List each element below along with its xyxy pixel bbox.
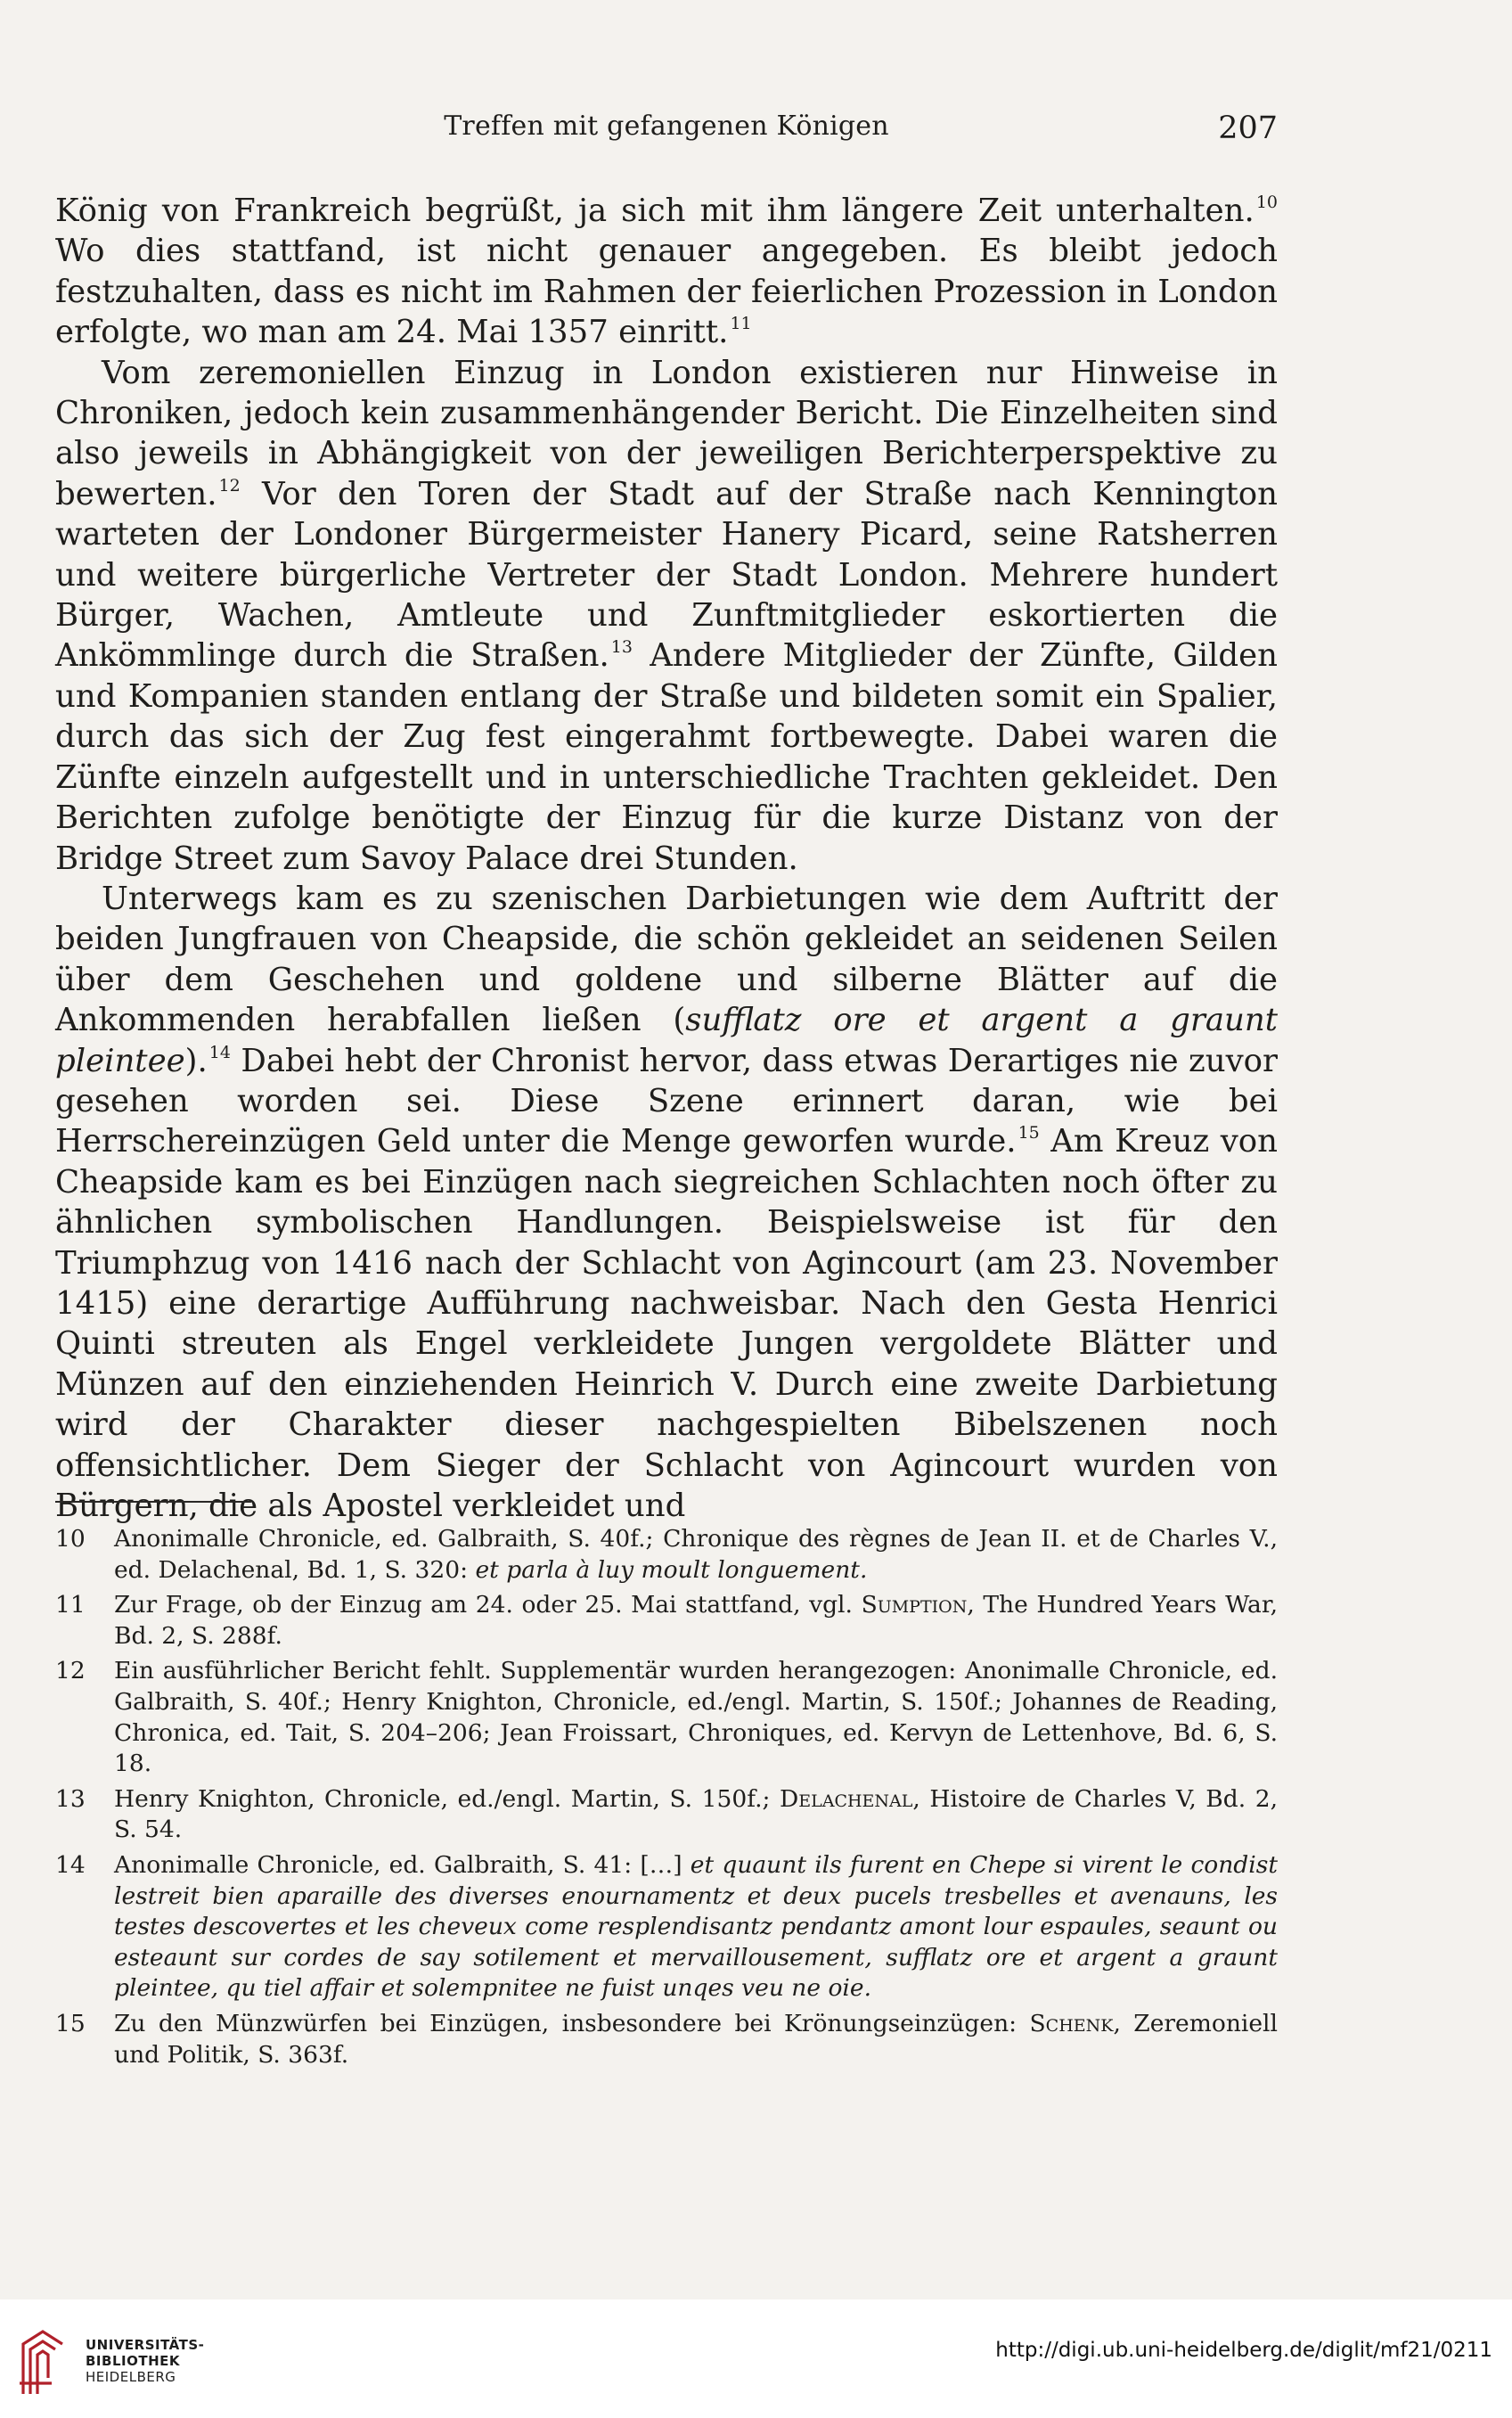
footnote-number: 14 bbox=[55, 1850, 86, 1879]
footnote-14 bbox=[55, 1850, 1278, 2004]
text-run: Vom zeremoniellen Einzug in London existieren nur Hinweise in Chroniken, jedoch kein zusammenhängender Bericht. Die Einzelheiten sind also jeweils in Abhängigkeit von der jeweiligen Berichterperspektive zu bewerten. bbox=[55, 354, 1278, 512]
text-run: Vor den Toren der Stadt auf der Straße nach Kennington warteten der Londoner Bürgermeister Hanery Picard, seine Ratsherren und weitere bürgerliche Vertreter der Stadt London. Mehrere hundert Bürger, Wachen, Amtleute und Zunftmitglieder eskortierten die Ankömmlinge durch die Straßen. bbox=[55, 475, 1278, 675]
footnote-text bbox=[114, 1590, 1278, 1652]
text-run: König von Frankreich begrüßt, ja sich mit ihm längere Zeit unterhalten. bbox=[55, 193, 1255, 229]
italic-quote: et parla à luy moult longuement. bbox=[475, 1555, 868, 1584]
text-run: Henry Knighton, Chronicle, ed./engl. Martin, S. 150f.; bbox=[114, 1784, 780, 1813]
footnote-12 bbox=[55, 1656, 1278, 1779]
footnote-text bbox=[114, 1656, 1278, 1779]
paragraph-2 bbox=[55, 353, 1278, 879]
text-run: Anonimalle Chronicle, ed. Galbraith, S. 41: […] bbox=[114, 1850, 691, 1879]
library-name-line: HEIDELBERG bbox=[86, 2369, 176, 2385]
text-run: ). bbox=[184, 1042, 208, 1079]
text-run: , Zeremoniell und Politik, S. 363f. bbox=[114, 2009, 1278, 2069]
paragraph-1 bbox=[55, 191, 1278, 353]
footnote-11 bbox=[55, 1590, 1278, 1652]
text-run: Anonimalle Chronicle, ed. Galbraith, S. 40f.; Chronique des règnes de Jean II. et de Charles V., ed. Delachenal, Bd. 1, S. 320: bbox=[114, 1525, 1278, 1584]
library-name-line: UNIVERSITÄTS- bbox=[86, 2337, 205, 2353]
library-name bbox=[86, 2337, 204, 2385]
footnote-text bbox=[114, 2009, 1278, 2070]
author-name: Schenk bbox=[1029, 2009, 1114, 2037]
footnote-text bbox=[114, 1850, 1278, 2004]
running-title: Treffen mit gefangenen Königen bbox=[444, 111, 889, 142]
author-name: Delachenal bbox=[779, 1784, 913, 1813]
footnote-text bbox=[114, 1524, 1278, 1586]
text-run: Wo dies stattfand, ist nicht genauer angegeben. Es bleibt jedoch festzuhalten, dass es nicht im Rahmen der feierlichen Prozession in London erfolgte, wo man am 24. Mai 1357 einritt. bbox=[55, 233, 1278, 351]
author-name: Sumption bbox=[861, 1591, 968, 1619]
text-run: , The Hundred Years War, Bd. 2, S. 288f. bbox=[114, 1591, 1278, 1650]
text-run: Ein ausführlicher Bericht fehlt. Supplementär wurden herangezogen: Anonimalle Chronicle, ed. Galbraith, S. 40f.; Henry Knighton, Chronicle, ed./engl. Martin, S. 150f.; Johannes de Reading, Chronica, ed. Tait, S. 204–206; Jean Froissart, Chroniques, ed. Kervyn de Lettenhove, Bd. 6, S. 18. bbox=[114, 1657, 1278, 1778]
text-run: Dabei hebt der Chronist hervor, dass etwas Derartiges nie zuvor gesehen worden sei. Diese Szene erinnert daran, wie bei Herrschereinzügen Geld unter die Menge geworfen wurde. bbox=[55, 1042, 1278, 1160]
footnote-ref-14[interactable]: 14 bbox=[208, 1042, 231, 1062]
text-run: , Histoire de Charles V, Bd. 2, S. 54. bbox=[114, 1784, 1278, 1844]
footnote-ref-13[interactable]: 13 bbox=[610, 637, 633, 658]
text-run: Unterwegs kam es zu szenischen Darbietungen wie dem Auftritt der beiden Jungfrauen von Cheapside, die schön gekleidet an seidenen Seilen über dem Geschehen und goldene und silberne Blätter auf die Ankommenden herabfallen ließen ( bbox=[55, 880, 1278, 1039]
footnote-text bbox=[114, 1784, 1278, 1846]
digitization-footer bbox=[0, 2299, 1512, 2418]
source-url-link[interactable]: http://digi.ub.uni-heidelberg.de/diglit/mf21/0211 bbox=[995, 2339, 1492, 2362]
running-header bbox=[55, 107, 1278, 152]
footnote-ref-10[interactable]: 10 bbox=[1255, 193, 1278, 212]
text-run: Am Kreuz von Cheapside kam es bei Einzügen nach siegreichen Schlachten noch öfter zu ähnlichen symbolischen Handlungen. Beispielsweise ist für den Triumphzug von 1416 nach der Schlacht von Agincourt (am 23. November 1415) eine derartige Aufführung nachweisbar. Nach den Gesta Henrici Quinti streuten als Engel verkleidete Jungen vergoldete Blätter und Münzen auf den einziehenden Heinrich V. Durch eine zweite Darbietung wird der Charakter dieser nachgespielten Bibelszenen noch offensichtlicher. Dem Sieger der Schlacht von Agincourt wurden von Bürgern, die als Apostel verkleidet und bbox=[55, 1123, 1279, 1524]
footnote-ref-12[interactable]: 12 bbox=[218, 475, 241, 496]
footnote-separator bbox=[55, 1501, 251, 1503]
footnote-15 bbox=[55, 2009, 1278, 2070]
footnote-10 bbox=[55, 1524, 1278, 1586]
italic-quote: et quaunt ils furent en Chepe si virent le condist lestreit bien aparaille des diverses enournamentz et deux pucels tresbelles et avenauns, les testes descovertes et les cheveux come resplendisantz pendantz amont lour espaules, seaunt ou esteaunt sur cordes de say sotilement et mervaillousement, sufflatz ore et argent a graunt pleintee, qu tiel affair et solempnitee ne fuist unqes veu ne oie. bbox=[114, 1850, 1278, 2003]
library-name-line: BIBLIOTHEK bbox=[86, 2353, 180, 2369]
footnote-number: 13 bbox=[55, 1784, 86, 1813]
italic-quote: sufflatz ore et argent a graunt pleintee bbox=[55, 1002, 1278, 1079]
footnotes bbox=[55, 1524, 1278, 2075]
text-run: Zur Frage, ob der Einzug am 24. oder 25. Mai stattfand, vgl. bbox=[114, 1591, 862, 1619]
text-run: Andere Mitglieder der Zünfte, Gilden und Kompanien standen entlang der Straße und bildeten somit ein Spalier, durch das sich der Zug fest eingerahmt fortbewegte. Dabei waren die Zünfte einzeln aufgestellt und in unterschiedliche Trachten gekleidet. Den Berichten zufolge benötigte der Einzug für die kurze Distanz von der Bridge Street zum Savoy Palace drei Stunden. bbox=[55, 637, 1278, 877]
footnote-13 bbox=[55, 1784, 1278, 1846]
page-number: 207 bbox=[1218, 111, 1278, 146]
footnote-ref-11[interactable]: 11 bbox=[730, 314, 752, 334]
footnote-number: 11 bbox=[55, 1591, 86, 1619]
footnote-number: 15 bbox=[55, 2009, 86, 2037]
footnote-number: 10 bbox=[55, 1525, 86, 1553]
text-run: Zu den Münzwürfen bei Einzügen, insbesondere bei Krönungseinzügen: bbox=[114, 2009, 1030, 2037]
footnote-number: 12 bbox=[55, 1657, 86, 1685]
paragraph-3 bbox=[55, 879, 1278, 1527]
footnote-ref-15[interactable]: 15 bbox=[1018, 1123, 1040, 1143]
library-logo-icon bbox=[16, 2324, 69, 2396]
main-text bbox=[55, 191, 1278, 1526]
